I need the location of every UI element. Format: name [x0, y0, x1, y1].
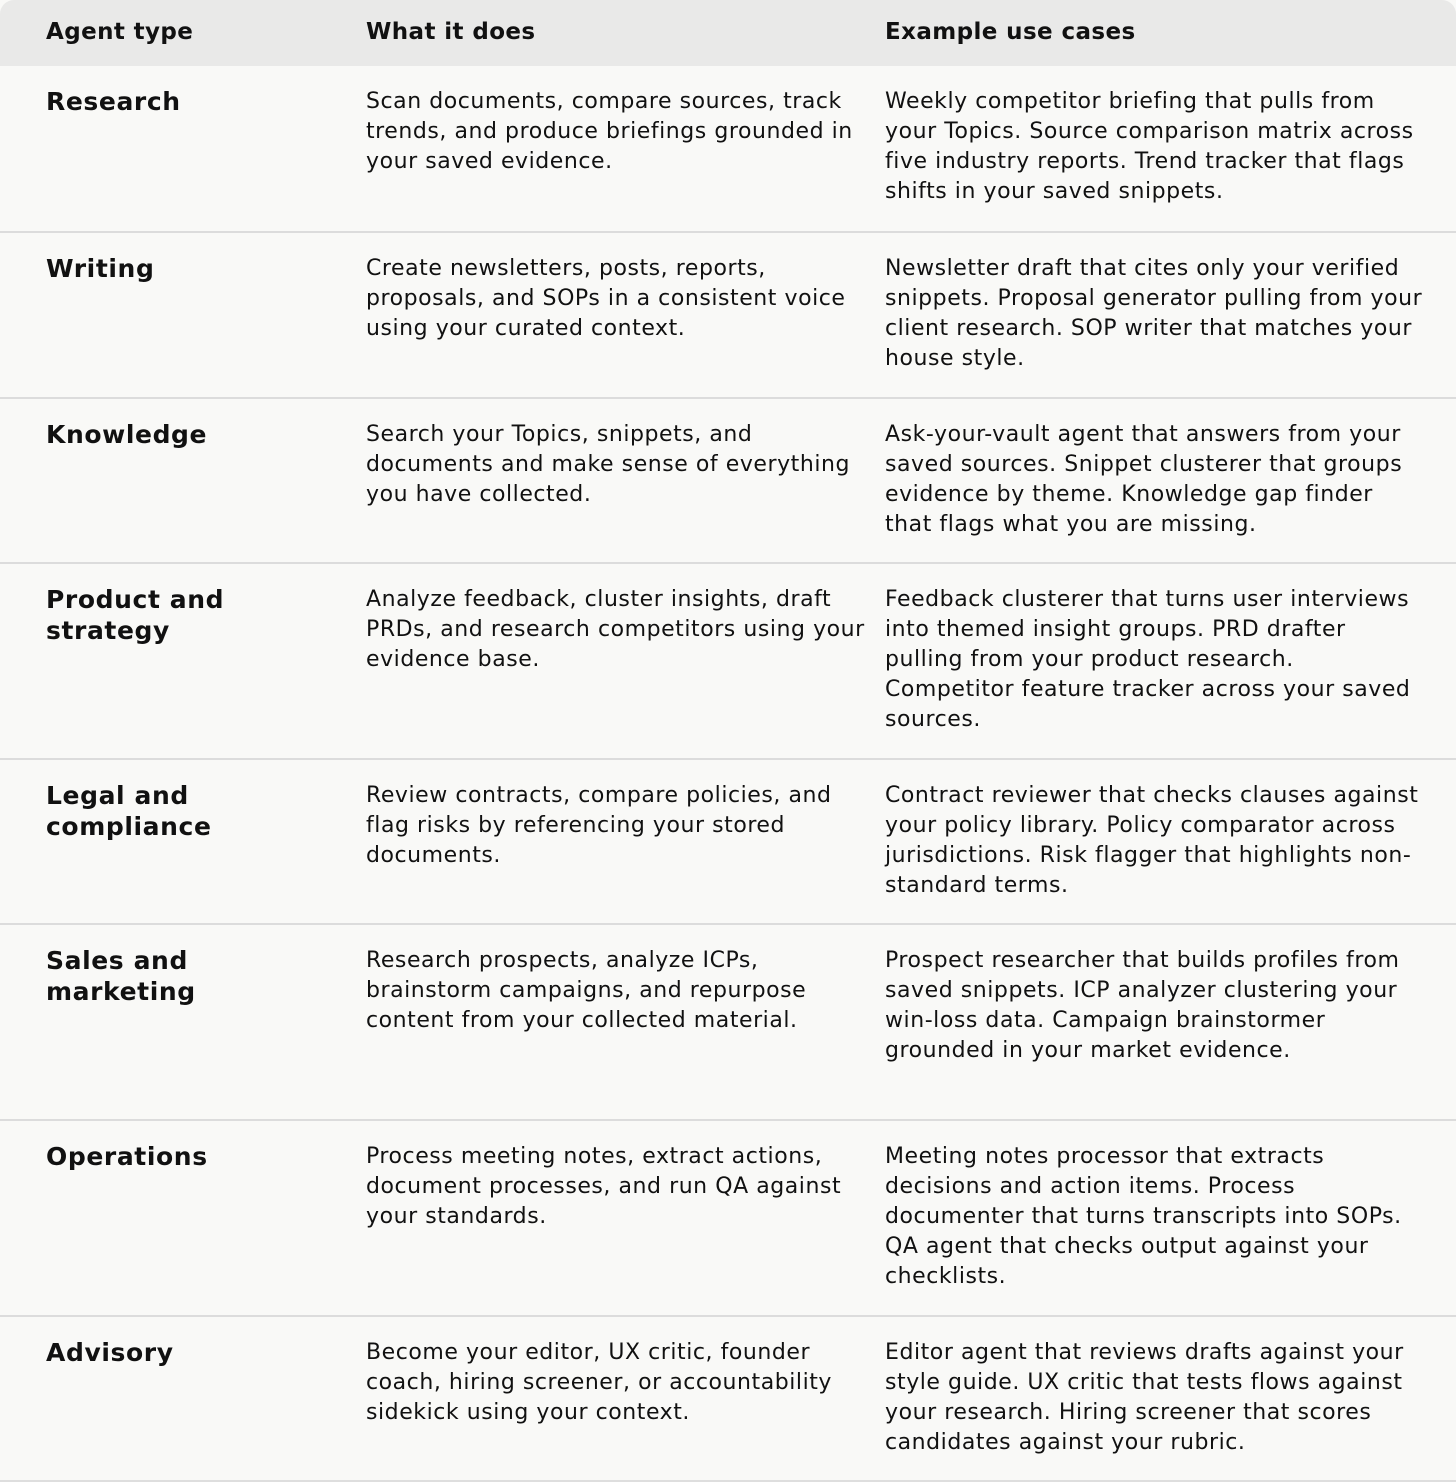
- header-what-it-does: What it does: [366, 19, 536, 45]
- table-row: [0, 923, 1456, 1119]
- description-cell: Review contracts, compare policies, and flag risks by referencing your stored documents.: [366, 783, 832, 868]
- use-cases-cell: Contract reviewer that checks clauses against your policy library. Policy comparator across jurisdictions. Risk flagger that highlights non-standard terms.: [885, 783, 1419, 898]
- agent-type-cell: Product and strategy: [46, 585, 225, 645]
- agent-type-cell: Writing: [46, 254, 155, 283]
- use-cases-cell: Feedback clusterer that turns user interviews into themed insight groups. PRD drafter pulling from your product research. Competitor feature tracker across your saved sources.: [885, 587, 1411, 732]
- table-row: [0, 1315, 1456, 1481]
- agent-type-cell: Research: [46, 87, 181, 116]
- use-cases-cell: Weekly competitor briefing that pulls from your Topics. Source comparison matrix across five industry reports. Trend tracker that flags shifts in your saved snippets.: [885, 89, 1414, 204]
- table-row: [0, 397, 1456, 563]
- agent-type-cell: Knowledge: [46, 420, 208, 449]
- description-cell: Analyze feedback, cluster insights, draft PRDs, and research competitors using your evidence base.: [366, 587, 865, 672]
- use-cases-cell: Meeting notes processor that extracts decisions and action items. Process documenter that turns transcripts into SOPs. QA agent that checks output against your checklists.: [885, 1144, 1402, 1289]
- table-row: [0, 231, 1456, 397]
- description-cell: Research prospects, analyze ICPs, brainstorm campaigns, and repurpose content from your collected material.: [366, 948, 807, 1033]
- agent-type-cell: Legal and compliance: [46, 781, 212, 841]
- table-row: [0, 758, 1456, 924]
- use-cases-cell: Prospect researcher that builds profiles from saved snippets. ICP analyzer clustering your win-loss data. Campaign brainstormer grounded in your market evidence.: [885, 948, 1400, 1063]
- use-cases-cell: Editor agent that reviews drafts against your style guide. UX critic that tests flows against your research. Hiring screener that scores candidates against your rubric.: [885, 1340, 1404, 1455]
- description-cell: Become your editor, UX critic, founder coach, hiring screener, or accountability sidekick using your context.: [366, 1340, 832, 1425]
- header-agent-type: Agent type: [46, 19, 194, 45]
- description-cell: Scan documents, compare sources, track trends, and produce briefings grounded in your saved evidence.: [366, 89, 853, 174]
- header-example-use-cases: Example use cases: [885, 19, 1136, 45]
- description-cell: Create newsletters, posts, reports, proposals, and SOPs in a consistent voice using your curated context.: [366, 256, 846, 341]
- use-cases-cell: Ask-your-vault agent that answers from your saved sources. Snippet clusterer that groups evidence by theme. Knowledge gap finder that flags what you are missing.: [885, 422, 1403, 537]
- description-cell: Search your Topics, snippets, and documents and make sense of everything you have collected.: [366, 422, 851, 507]
- table-row: [0, 66, 1456, 232]
- table-row: [0, 562, 1456, 758]
- agent-type-cell: Sales and marketing: [46, 946, 196, 1006]
- description-cell: Process meeting notes, extract actions, document processes, and run QA against your standards.: [366, 1144, 842, 1229]
- agent-type-cell: Operations: [46, 1142, 208, 1171]
- use-cases-cell: Newsletter draft that cites only your verified snippets. Proposal generator pulling from your client research. SOP writer that matches your house style.: [885, 256, 1423, 371]
- agent-type-cell: Advisory: [46, 1338, 174, 1367]
- table-header: [0, 0, 1456, 66]
- table-row: [0, 1119, 1456, 1315]
